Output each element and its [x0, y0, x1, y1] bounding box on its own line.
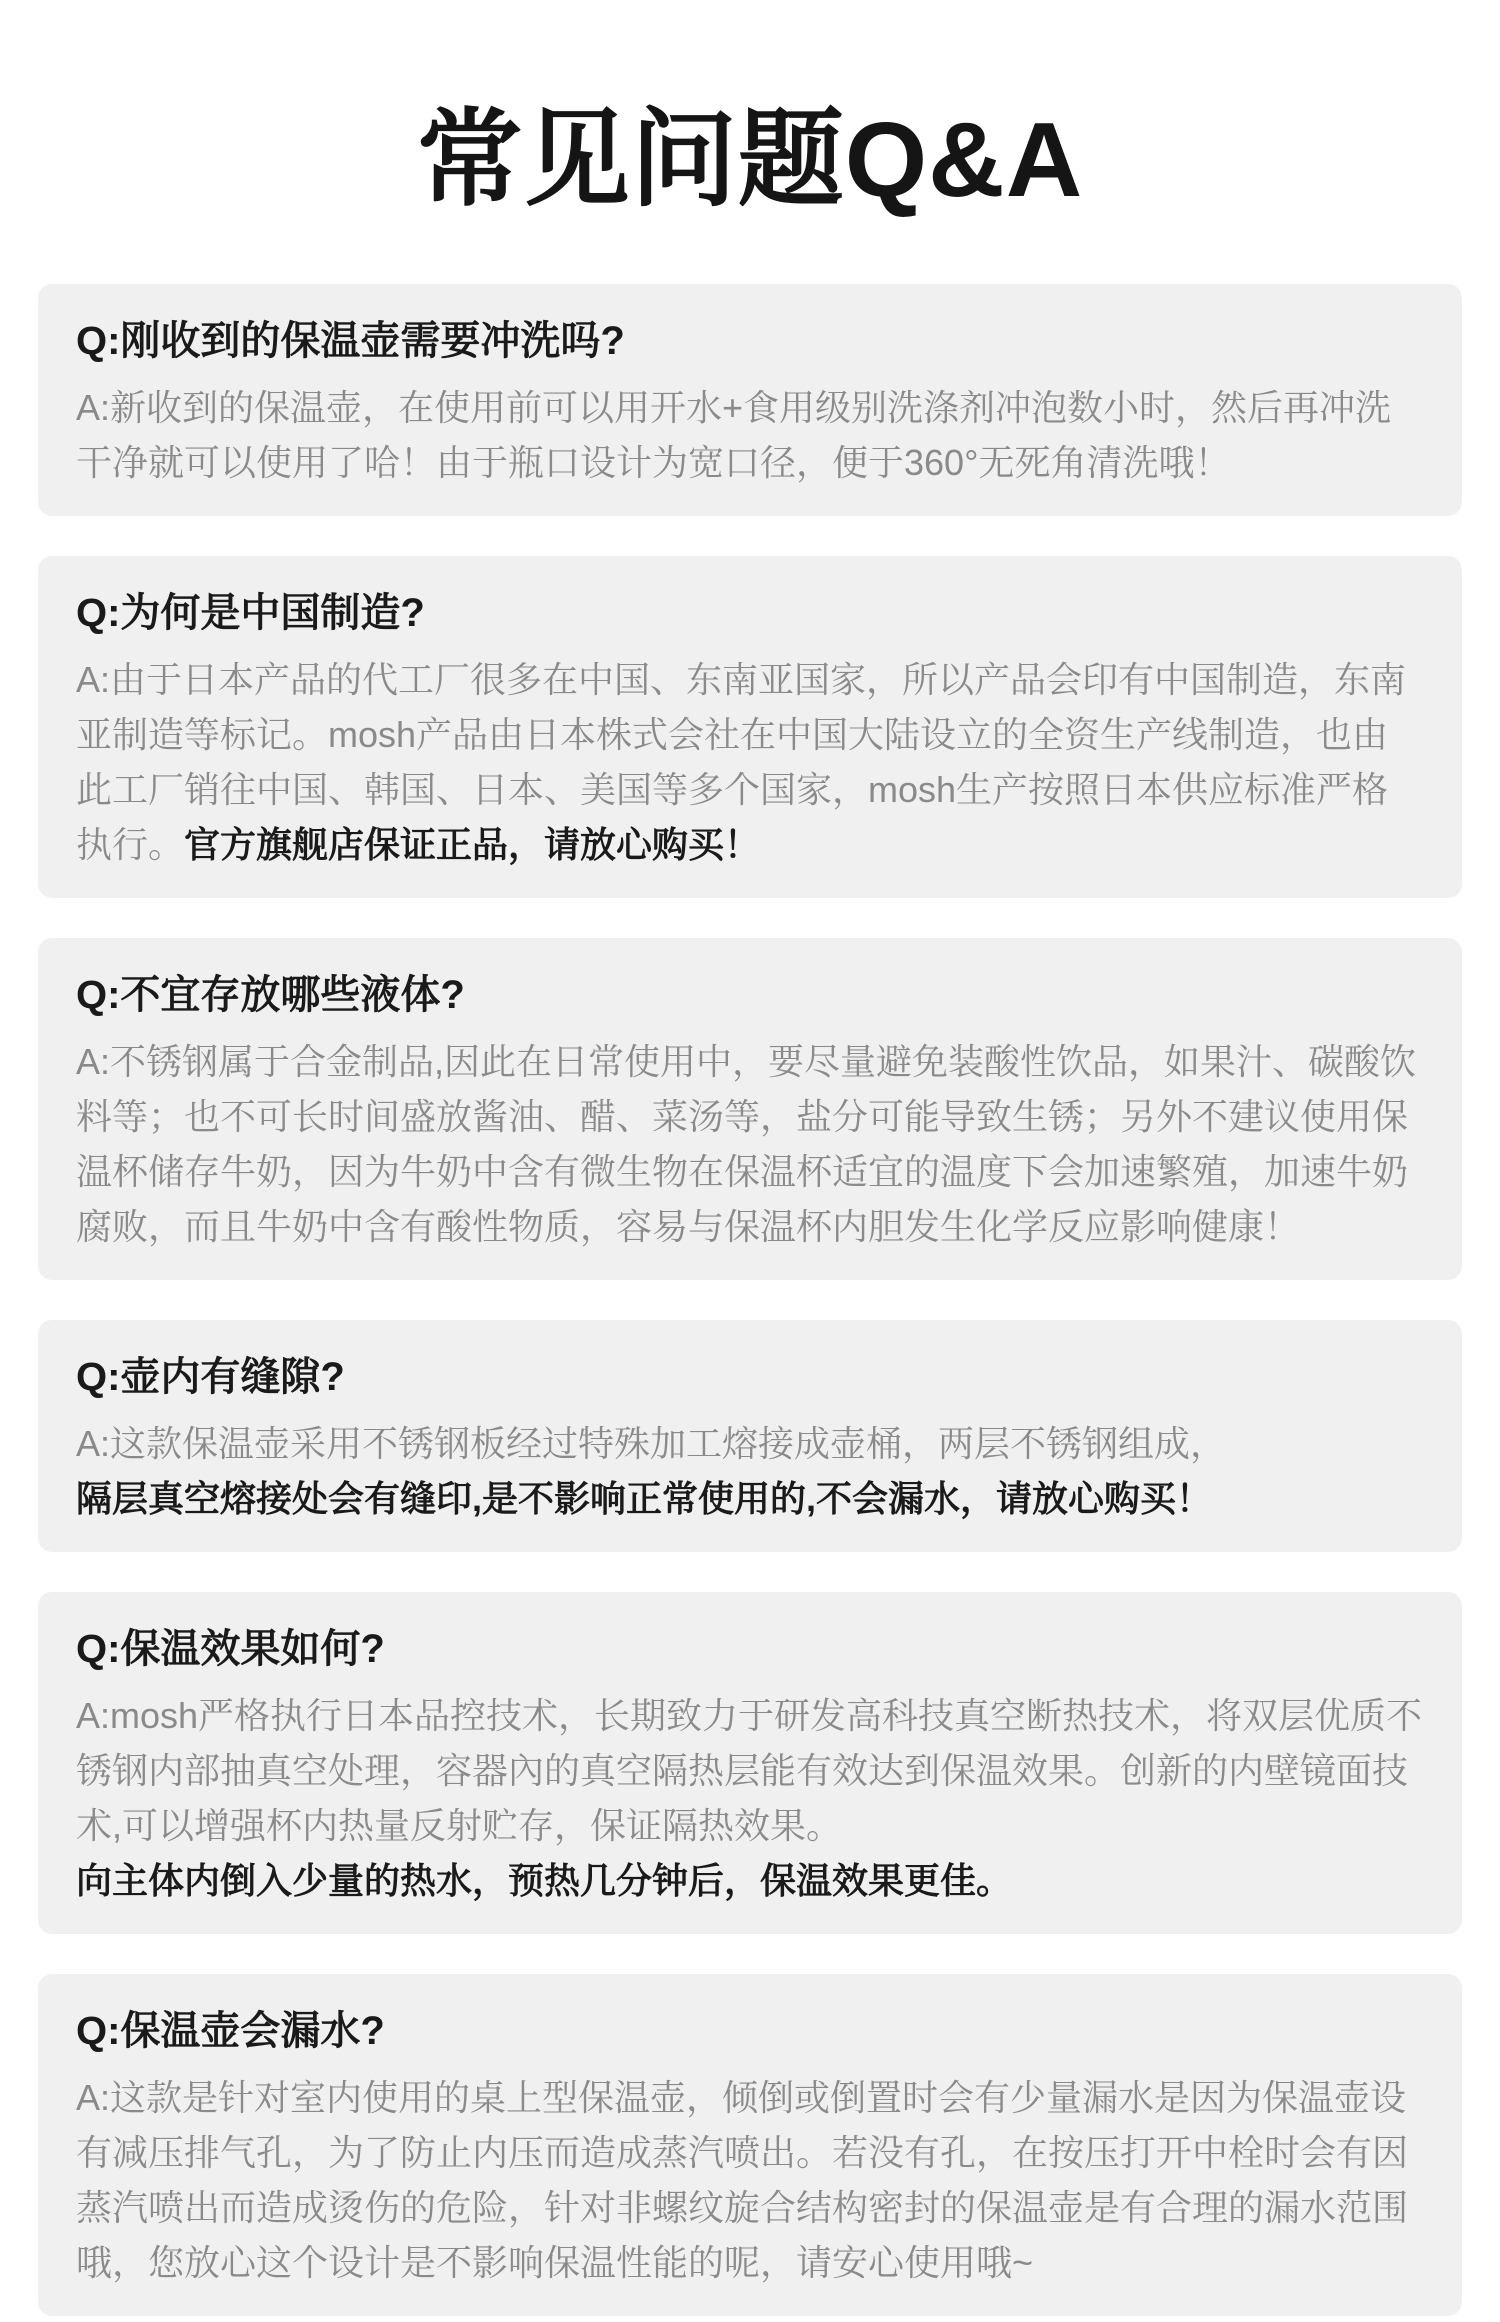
- faq-answer-text: A:这款是针对室内使用的桌上型保温壶，倾倒或倒置时会有少量漏水是因为保温壶设有减压排气孔，为了防止内压而造成蒸汽喷出。若没有孔，在按压打开中栓时会有因蒸汽喷出而造成烫伤的危险，针对非螺纹旋合结构密封的保温壶是有合理的漏水范围哦，您放心这个设计是不影响保温性能的呢，请安心使用哦~: [76, 2076, 1409, 2283]
- faq-card-rinse: [38, 284, 1462, 516]
- faq-card-liquids: [38, 938, 1462, 1280]
- page-title: 常见问题Q&A: [416, 101, 1084, 219]
- faq-answer: [76, 2070, 1424, 2290]
- faq-answer-emphasis: 向主体内倒入少量的热水，预热几分钟后，保温效果更佳。: [76, 1859, 1013, 1901]
- faq-answer: [76, 380, 1424, 490]
- faq-card-leak: [38, 1974, 1462, 2316]
- faq-question: Q:保温壶会漏水?: [76, 2008, 385, 2053]
- faq-answer: [76, 1034, 1424, 1254]
- faq-card-seam: [38, 1320, 1462, 1552]
- faq-question: Q:刚收到的保温壶需要冲洗吗?: [76, 318, 625, 363]
- faq-answer-emphasis: 官方旗舰店保证正品，请放心购买！: [184, 823, 761, 865]
- faq-list: [0, 284, 1500, 2316]
- faq-question: Q:保温效果如何?: [76, 1626, 385, 1671]
- faq-answer-text: A:不锈钢属于合金制品,因此在日常使用中，要尽量避免装酸性饮品，如果汁、碳酸饮料等；也不可长时间盛放酱油、醋、菜汤等，盐分可能导致生锈；另外不建议使用保温杯储存牛奶，因为牛奶中含有微生物在保温杯适宜的温度下会加速繁殖，加速牛奶腐败，而且牛奶中含有酸性物质，容易与保温杯内胆发生化学反应影响健康！: [76, 1040, 1417, 1247]
- faq-card-made-in-china: [38, 556, 1462, 898]
- faq-answer: [76, 1688, 1424, 1908]
- faq-question: Q:为何是中国制造?: [76, 590, 425, 635]
- faq-answer-text: A:这款保温壶采用不锈钢板经过特殊加工熔接成壶桶，两层不锈钢组成，: [76, 1422, 1227, 1464]
- faq-answer-text: A:由于日本产品的代工厂很多在中国、东南亚国家，所以产品会印有中国制造，东南亚制造等标记。mosh产品由日本株式会社在中国大陆设立的全资生产线制造，也由此工厂销往中国、韩国、日本、美国等多个国家，mosh生产按照日本供应标准严格执行。: [76, 658, 1407, 865]
- faq-answer-emphasis: 隔层真空熔接处会有缝印,是不影响正常使用的,不会漏水，请放心购买！: [76, 1477, 1213, 1519]
- faq-question: Q:不宜存放哪些液体?: [76, 972, 465, 1017]
- faq-card-insulation: [38, 1592, 1462, 1934]
- faq-answer: [76, 652, 1424, 872]
- faq-answer-text: A:mosh严格执行日本品控技术，长期致力于研发高科技真空断热技术，将双层优质不锈钢内部抽真空处理，容器內的真空隔热层能有效达到保温效果。创新的内壁镜面技术,可以增强杯内热量反射贮存，保证隔热效果。: [76, 1694, 1423, 1846]
- faq-answer: [76, 1416, 1424, 1526]
- faq-question: Q:壶内有缝隙?: [76, 1354, 345, 1399]
- faq-answer-text: A:新收到的保温壶，在使用前可以用开水+食用级别洗涤剂冲泡数小时，然后再冲洗干净就可以使用了哈！由于瓶口设计为宽口径，便于360°无死角清洗哦！: [76, 386, 1392, 483]
